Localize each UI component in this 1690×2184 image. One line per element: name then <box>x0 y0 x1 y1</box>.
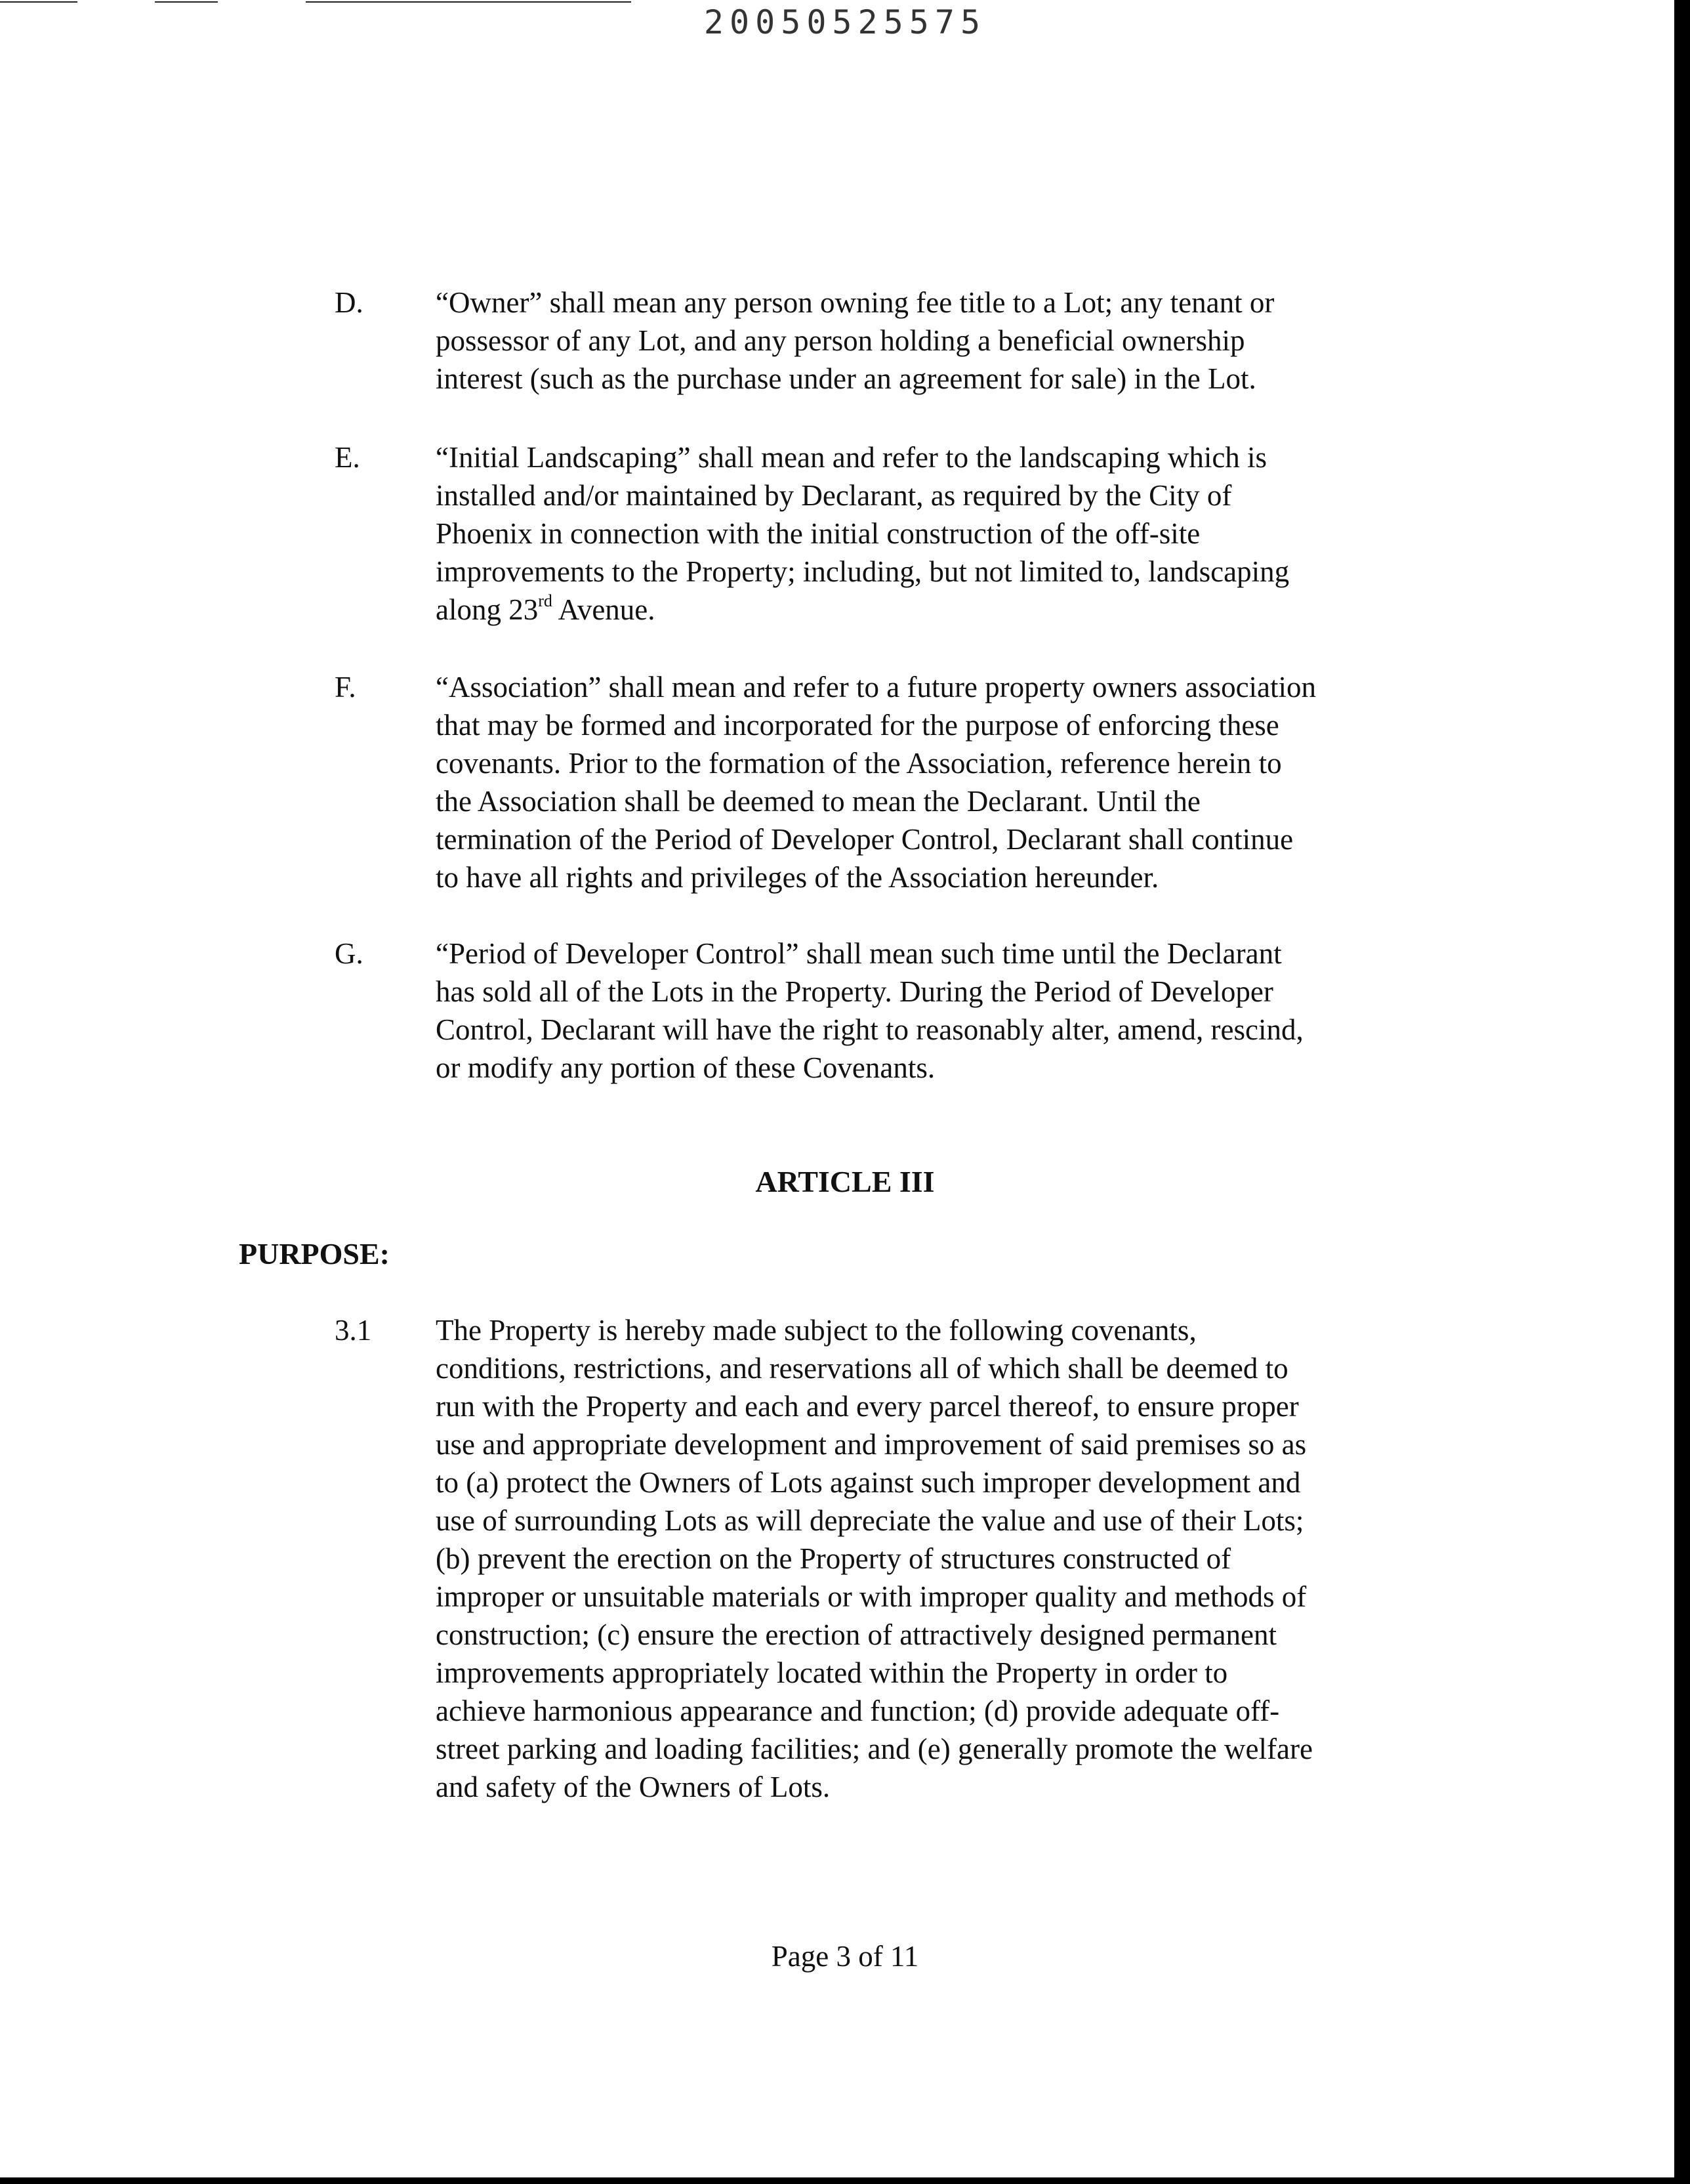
text-line: The Property is hereby made subject to the following covenants, <box>436 1314 1197 1347</box>
definition-marker: E. <box>335 441 360 474</box>
text-line-with-ordinal <box>436 591 1459 629</box>
ordinal-superscript: rd <box>538 591 552 610</box>
page-number: Page 3 of 11 <box>771 1940 919 1973</box>
text-line: (b) prevent the erection on the Property of structures constructed of <box>436 1542 1231 1575</box>
definition-marker: D. <box>335 286 363 319</box>
section-marker: 3.1 <box>335 1314 372 1347</box>
text-line: termination of the Period of Developer Control, Declarant shall continue <box>436 823 1294 856</box>
text-line: construction; (c) ensure the erection of attractively designed permanent <box>436 1618 1277 1651</box>
scan-border-bottom <box>0 2177 1690 2184</box>
text-line: use and appropriate development and improvement of said premises so as <box>436 1428 1307 1461</box>
text-line: street parking and loading facilities; and (e) generally promote the welfare <box>436 1732 1313 1765</box>
text-line: improvements appropriately located within the Property in order to <box>436 1656 1228 1689</box>
text-line: that may be formed and incorporated for the purpose of enforcing these <box>436 709 1279 742</box>
document-number: 20050525575 <box>703 3 987 41</box>
text-line: “Initial Landscaping” shall mean and refer to the landscaping which is <box>436 441 1268 474</box>
definition-text <box>436 668 1459 896</box>
text-line: has sold all of the Lots in the Property. During the Period of Developer <box>436 975 1273 1008</box>
text-line: run with the Property and each and every parcel thereof, to ensure proper <box>436 1390 1299 1423</box>
section-text <box>436 1311 1459 1806</box>
definition-text <box>436 438 1459 629</box>
text-line: Control, Declarant will have the right to reasonably alter, amend, rescind, <box>436 1013 1304 1046</box>
text-line: use of surrounding Lots as will depreciate the value and use of their Lots; <box>436 1504 1304 1537</box>
text-line: “Period of Developer Control” shall mean such time until the Declarant <box>436 937 1282 970</box>
article-heading: ARTICLE III <box>755 1165 935 1198</box>
text-line: installed and/or maintained by Declarant, as required by the City of <box>436 479 1232 512</box>
text-line: achieve harmonious appearance and function; (d) provide adequate off- <box>436 1694 1280 1727</box>
text-line: “Association” shall mean and refer to a future property owners association <box>436 671 1317 704</box>
text-line: conditions, restrictions, and reservations all of which shall be deemed to <box>436 1352 1288 1385</box>
scan-border-right <box>1674 0 1690 2184</box>
text-line: possessor of any Lot, and any person holding a beneficial ownership <box>436 324 1245 357</box>
text-line: the Association shall be deemed to mean the Declarant. Until the <box>436 785 1201 818</box>
text-line: Phoenix in connection with the initial construction of the off-site <box>436 517 1201 550</box>
text-line: or modify any portion of these Covenants. <box>436 1051 936 1084</box>
text-line: interest (such as the purchase under an agreement for sale) in the Lot. <box>436 362 1256 395</box>
text-line: and safety of the Owners of Lots. <box>436 1771 831 1803</box>
definition-marker: F. <box>335 671 356 704</box>
definition-marker: G. <box>335 937 363 970</box>
text-line: improper or unsuitable materials or with improper quality and methods of <box>436 1580 1307 1613</box>
text-line: “Owner” shall mean any person owning fee title to a Lot; any tenant or <box>436 286 1275 319</box>
text-fragment: Avenue. <box>552 593 655 626</box>
text-fragment: along 23 <box>436 593 539 626</box>
text-line: improvements to the Property; including, but not limited to, landscaping <box>436 555 1290 588</box>
section-title: PURPOSE: <box>239 1237 390 1270</box>
text-line: to have all rights and privileges of the Association hereunder. <box>436 861 1159 894</box>
text-line: to (a) protect the Owners of Lots against such improper development and <box>436 1466 1301 1499</box>
text-line: covenants. Prior to the formation of the Association, reference herein to <box>436 747 1282 780</box>
definition-text <box>436 934 1459 1087</box>
definition-text <box>436 284 1459 398</box>
